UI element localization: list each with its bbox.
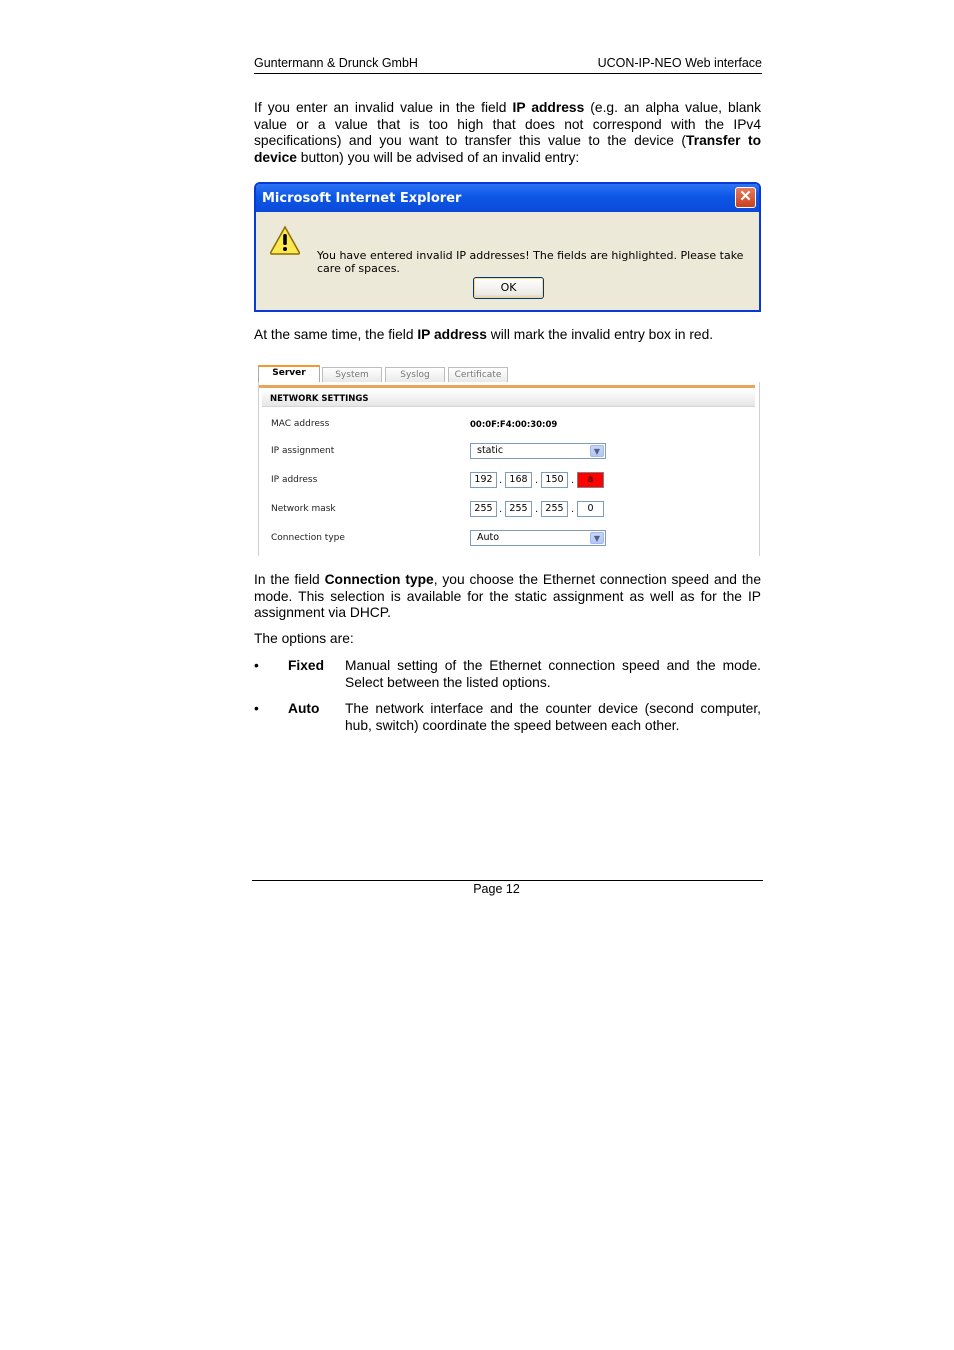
header-product: UCON-IP-NEO Web interface	[597, 56, 762, 70]
ip-assignment-label: IP assignment	[271, 446, 335, 456]
ip-octet-2[interactable]: 168	[505, 472, 532, 488]
chevron-down-icon[interactable]: ▼	[590, 445, 604, 457]
section-title: NETWORK SETTINGS	[262, 389, 755, 407]
mask-dot: .	[499, 504, 503, 515]
mask-dot: .	[571, 504, 575, 515]
tab-bar	[258, 365, 760, 382]
connection-type-select[interactable]	[470, 530, 606, 546]
ip-dot: .	[535, 475, 539, 486]
ip-octet-1[interactable]: 192	[470, 472, 497, 488]
connection-type-paragraph	[254, 572, 761, 622]
tab-syslog[interactable]: Syslog	[385, 367, 445, 382]
network-mask-label: Network mask	[271, 504, 336, 514]
option-term-fixed: Fixed	[288, 658, 325, 673]
intro-text-2: (e.g. an alpha value, blank value or a value that is too high that does not correspond with the IPv4 specifications) and you want to transfer this value to the device (	[254, 100, 762, 148]
mask-octet-1[interactable]: 255	[470, 501, 497, 517]
same-time-bold-ip: IP address	[417, 327, 487, 342]
panel-body	[258, 382, 760, 556]
ip-assignment-select[interactable]	[470, 443, 606, 459]
tab-system[interactable]: System	[322, 367, 382, 382]
dialog-close-button[interactable]: ✕	[735, 187, 756, 208]
ip-dot: .	[499, 475, 503, 486]
intro-text-3: button) you will be advised of an invalid entry:	[296, 149, 580, 165]
dialog-title: Microsoft Internet Explorer	[256, 184, 759, 212]
intro-bold-ip-address: IP address	[512, 100, 585, 115]
page-number: Page 12	[473, 882, 520, 896]
ip-octet-4-invalid[interactable]: a	[577, 472, 604, 488]
mac-address-value: 00:0F:F4:00:30:09	[470, 420, 558, 430]
option-desc-fixed: Manual setting of the Ethernet connection speed and the mode. Select between the listed options.	[345, 658, 761, 690]
same-time-text-1: At the same time, the field	[254, 327, 418, 342]
option-term-auto: Auto	[288, 701, 320, 716]
dialog-message: You have entered invalid IP addresses! The fields are highlighted. Please take care of spaces.	[317, 249, 744, 275]
footer-divider	[252, 880, 763, 881]
header-company: Guntermann & Drunck GmbH	[254, 56, 418, 70]
bullet-auto: •	[254, 701, 259, 716]
connection-text-1: In the field	[254, 572, 325, 587]
tab-server[interactable]: Server	[258, 365, 320, 382]
mask-octet-3[interactable]: 255	[541, 501, 568, 517]
connection-bold-term: Connection type	[324, 572, 434, 587]
option-desc-auto: The network interface and the counter device (second computer, hub, switch) coordinate the speed between each other.	[345, 701, 761, 733]
same-time-paragraph	[254, 327, 761, 344]
mask-octet-2[interactable]: 255	[505, 501, 532, 517]
network-settings-panel	[258, 365, 760, 556]
mask-dot: .	[535, 504, 539, 515]
mask-octet-4[interactable]: 0	[577, 501, 604, 517]
options-intro: The options are:	[254, 631, 354, 646]
ie-alert-dialog	[254, 182, 761, 312]
warning-icon	[269, 225, 301, 255]
intro-paragraph	[254, 100, 761, 166]
ip-address-label: IP address	[271, 475, 318, 485]
dialog-ok-button[interactable]: OK	[473, 277, 544, 299]
connection-type-label: Connection type	[271, 533, 345, 543]
same-time-text-2: will mark the invalid entry box in red.	[486, 327, 714, 342]
page-header	[254, 56, 762, 74]
connection-type-value: Auto	[477, 532, 500, 543]
ip-assignment-value: static	[477, 445, 504, 456]
intro-text-1: If you enter an invalid value in the field	[254, 100, 513, 115]
bullet-fixed: •	[254, 658, 259, 673]
ip-octet-3[interactable]: 150	[541, 472, 568, 488]
mac-address-label: MAC address	[271, 419, 330, 429]
ip-dot: .	[571, 475, 575, 486]
intro-bold-transfer: Transfer to device	[254, 133, 761, 165]
tab-certificate[interactable]: Certificate	[448, 367, 508, 382]
chevron-down-icon[interactable]: ▼	[590, 532, 604, 544]
connection-text-2: , you choose the Ethernet connection speed and the mode. This selection is available for the static assignment as well as for the IP assignment via DHCP.	[254, 572, 761, 620]
